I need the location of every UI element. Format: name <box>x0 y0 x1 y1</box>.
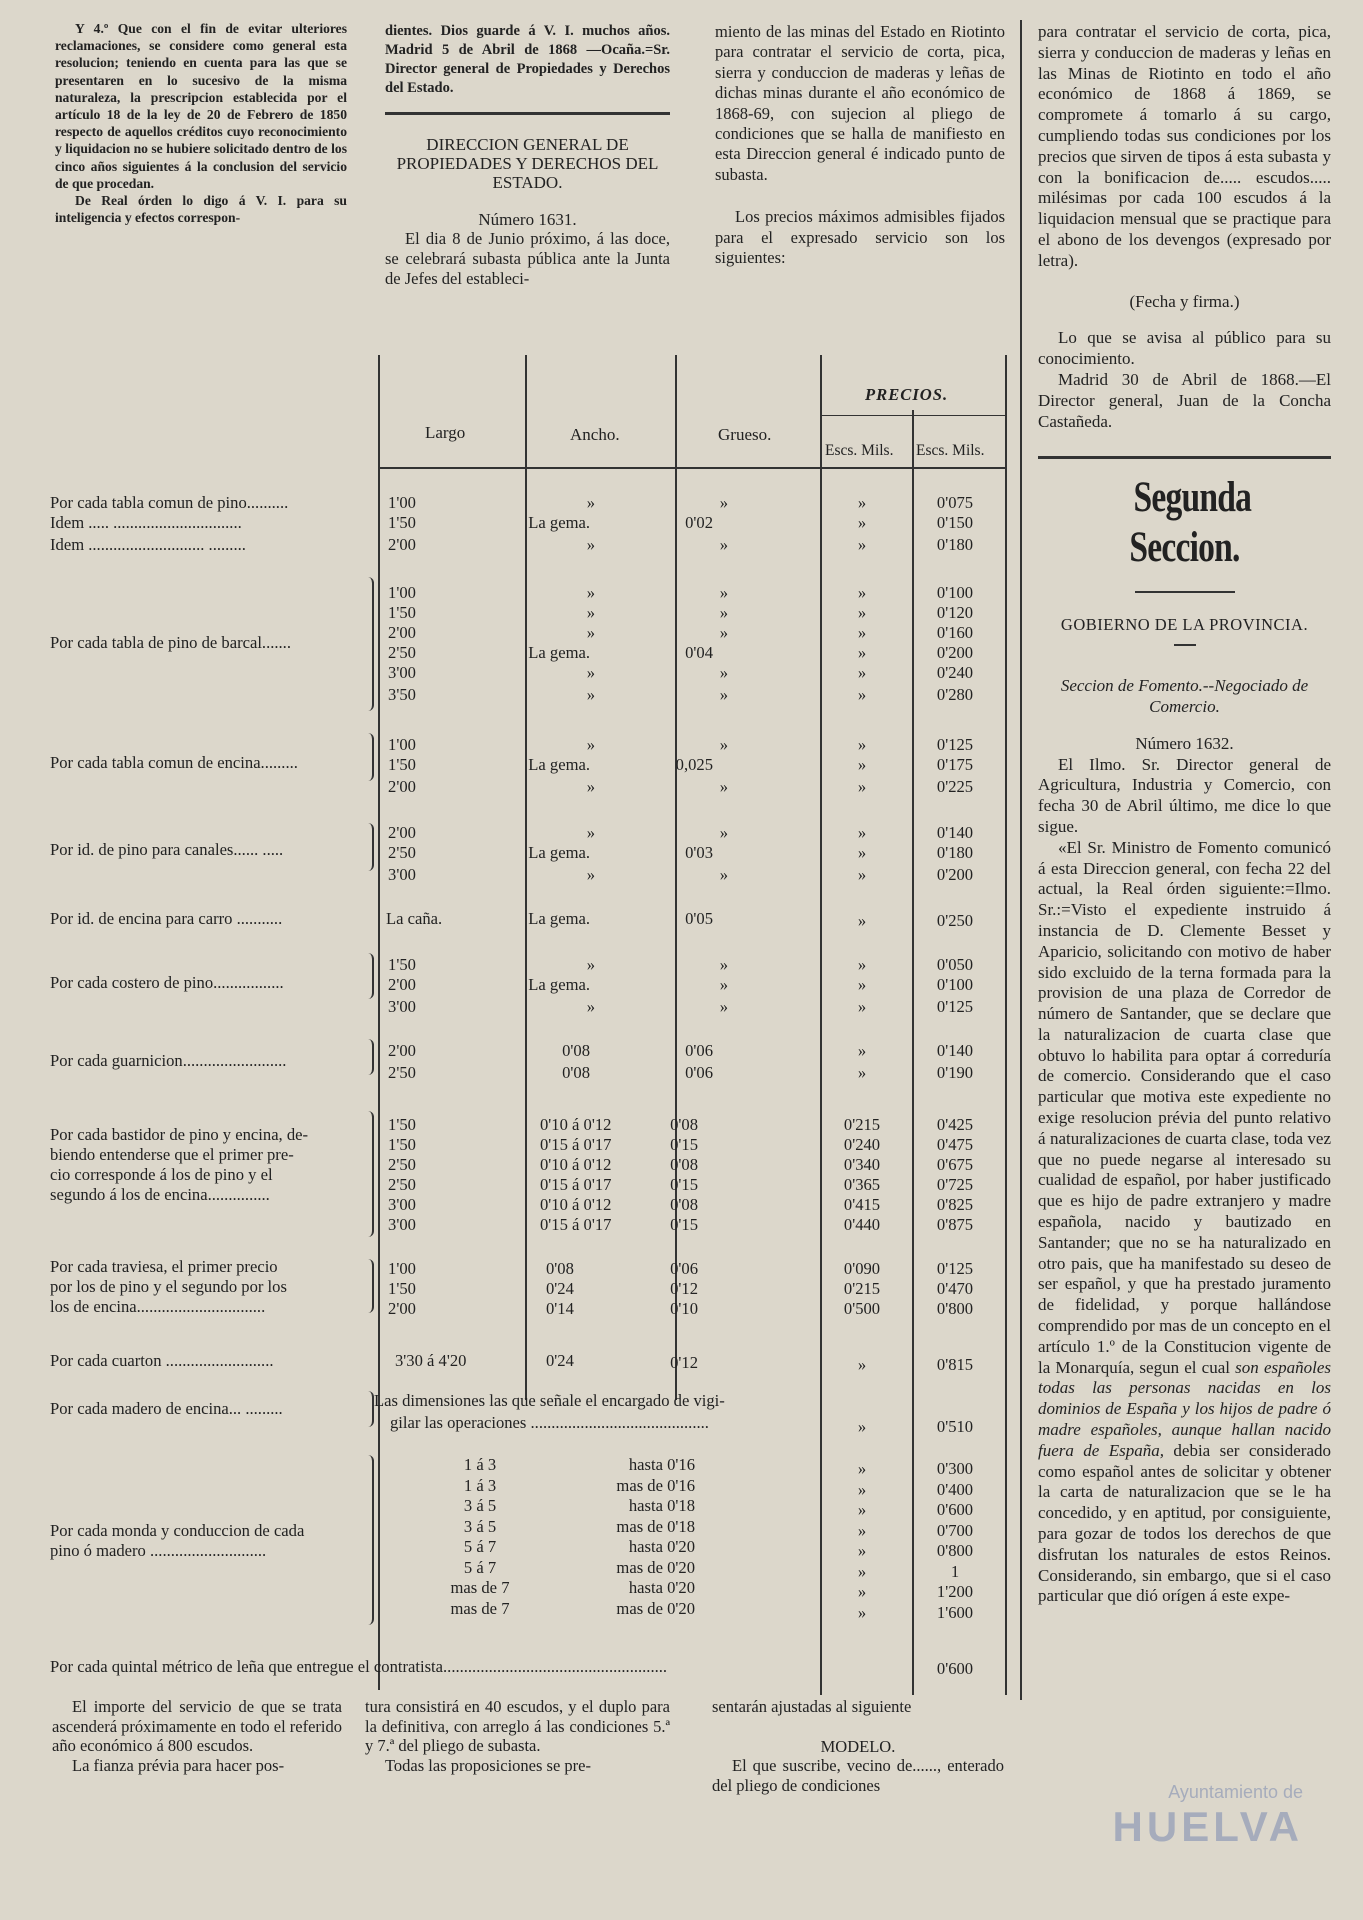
cell-precio-1: » <box>857 623 867 642</box>
cell-monda-b: hasta 0'16 <box>628 1455 695 1474</box>
cell-grueso: » <box>719 685 728 704</box>
cell-largo: 1'50 <box>388 955 416 974</box>
cell-precio-2: 0'240 <box>936 663 974 682</box>
cell-grueso: 0'06 <box>670 1259 698 1278</box>
col4-paragraph-1: para contratar el servicio de corta, pica, sierra y conduccion de maderas y leñas en las Minas de Riotinto en todo el año económico de 1868 á 1869, se compromete á tomarlo á su cargo, cumpliendo todas sus condiciones por los precios que sirven de tipos á esta subasta y con la bonificacion de..... escudos..... milésimas por cada 100 escudos á la liquidacion mensual que se practique para el abono de los devengos (expresado por letra). <box>1038 22 1331 270</box>
cell-precio-2: 0'675 <box>936 1155 974 1174</box>
row-label: Por cada costero de pino................. <box>50 973 284 992</box>
cell-grueso: » <box>719 865 728 884</box>
cell-precio-2: 0'100 <box>936 583 974 602</box>
col4-paragraph-4: El Ilmo. Sr. Director general de Agricultura, Industria y Comercio, con fecha 30 de Abril último, me dice lo que sigue. <box>1038 754 1331 836</box>
cell-ancho: » <box>586 955 595 974</box>
vline-b <box>525 355 527 1400</box>
cell-grueso: 0'08 <box>670 1155 698 1174</box>
cell-precio-2: 0'875 <box>936 1215 974 1234</box>
cell-largo: 2'00 <box>388 1299 416 1318</box>
col1-paragraph-1: Y 4.º Que con el fin de evitar ulteriores reclamaciones, se considere como general esta resolucion; teniendo en cuenta para las que se presentaren en lo sucesivo de la misma naturaleza, la prescripcion establecida por el artículo 18 de la ley de 20 de Febrero de 1850 respecto de aquellos créditos cuyo reconocimiento y liquidacion no se hubiere solicitado dentro de los cinco años siguientes á la conclusion del servicio de que procedan. <box>55 21 347 191</box>
cell-precio-2: 0'200 <box>936 865 974 884</box>
brace <box>368 1455 374 1625</box>
bottom-c2-paragraph-2: Todas las proposiciones se pre- <box>385 1755 591 1775</box>
cell-grueso: 0'06 <box>685 1041 713 1060</box>
cell-ancho: » <box>586 583 595 602</box>
direccion-heading: DIRECCION GENERAL DE PROPIEDADES Y DERECHOS DEL ESTADO. <box>396 135 659 192</box>
cell-precio-1: » <box>857 685 867 704</box>
cell-precio-2: 0'175 <box>936 755 974 774</box>
cell-ancho: La gema. <box>528 513 590 532</box>
cell-precio-2: 0'470 <box>936 1279 974 1298</box>
cell-monda-a: 3 á 5 <box>463 1496 497 1515</box>
cell-precio-2: 0'050 <box>936 955 974 974</box>
p5-end: debia ser considerado como español antes de solicitar y obtener la carta de naturalizacion que se le ha concedido, y en aptitud, por consiguiente, para gozar de todos los derechos de que disfrutan los naturales de estos Reinos. Considerando, sin embargo, que si el caso particular que dió orígen á este expe- <box>1038 1440 1331 1606</box>
cell-grueso: 0'02 <box>685 513 713 532</box>
cell-ancho: 0'24 <box>546 1279 574 1298</box>
cell-precio-2: 0'180 <box>936 843 974 862</box>
cell-precio-1: 0'440 <box>843 1215 881 1234</box>
gobierno-heading: GOBIERNO DE LA PROVINCIA. <box>1060 615 1309 635</box>
cell-largo: 3'50 <box>388 685 416 704</box>
cell-precio-1: » <box>857 1041 867 1060</box>
col4-paragraph-2: Lo que se avisa al público para su conocimiento. <box>1038 328 1331 369</box>
bottom-c1-paragraph-1: El importe del servicio de que se trata ascenderá próximamente en todo el referido año económico á 800 escudos. <box>52 1697 342 1755</box>
cell-precio-2: 0'180 <box>936 535 974 554</box>
cell-precio-2: 0'250 <box>936 911 974 930</box>
p5-start: «El Sr. Ministro de Fomento comunicó á esta Direccion general, con fecha 22 del actual, la Real órden siguiente:=Ilmo. Sr.:=Visto el expediente instruido á instancia de D. Clemente Besset y Aparicio, solicitando con motivo de haber sido excluido de la terna formada para la provision de una plaza de Corredor de número de Santander, que se declare que la naturalizacion de cuarta clase que obtuvo lo habilita para optar á correduría de comercio. Considerando que el caso particular que motiva este expediente no exige resolucion prévia del punto relativo á naturalizaciones de cuarta clase, toda vez que no puede negarse al interesado su cualidad de español, por haber justificado que es hijo de padre extranjero y madre española, nacido y bautizado en Santander; que no se ha naturalizado en otro pais, que ha manifestado su deseo de ser español, y que ha prestado juramento de fidelidad, y porque hallándose comprendido por mas de un concepto en el artículo 1.º de la Constitucion vigente de la Monarquía, segun el cual <box>1038 837 1331 1377</box>
cell-precio-2: 0'125 <box>936 997 974 1016</box>
cell-monda-b: hasta 0'18 <box>628 1496 695 1515</box>
cell-monda-b: hasta 0'20 <box>628 1578 695 1597</box>
cell-precio-1: 0'500 <box>843 1299 881 1318</box>
cell-precio-2: 0'600 <box>936 1500 974 1519</box>
watermark-line-1: Ayuntamiento de <box>1168 1782 1303 1802</box>
vline-a <box>378 355 380 1690</box>
cell-precio-1: » <box>857 1541 867 1560</box>
row-label: por los de pino y el segundo por los <box>50 1277 287 1296</box>
cell-grueso: 0'06 <box>685 1063 713 1082</box>
column-1 <box>55 20 347 226</box>
cell-precio-1: » <box>857 1479 867 1499</box>
header-escs-1: Escs. Mils. <box>825 442 894 459</box>
cell-grueso: » <box>719 975 728 994</box>
cell-largo: 2'00 <box>388 623 416 642</box>
bottom-column-2 <box>365 1697 670 1775</box>
cell-ancho: La gema. <box>528 643 590 662</box>
cell-largo: 1'00 <box>388 735 416 754</box>
numero-1631: Número 1631. <box>478 210 577 229</box>
cell-largo: 2'00 <box>388 535 416 554</box>
cell-ancho: 0'08 <box>562 1063 590 1082</box>
cell-ancho: 0'08 <box>546 1259 574 1278</box>
cell-grueso: » <box>719 623 728 642</box>
row-label: los de encina............................... <box>50 1297 266 1316</box>
row-label: Por cada bastidor de pino y encina, de- <box>50 1125 309 1144</box>
cell-largo: 2'00 <box>388 975 416 994</box>
header-escs-2: Escs. Mils. <box>916 442 985 459</box>
cell-precio-1: » <box>857 1459 867 1478</box>
cell-ancho: 0'15 á 0'17 <box>540 1215 612 1234</box>
col2-paragraph-2: El dia 8 de Junio próximo, á las doce, se celebrará subasta pública ante la Junta de Jefes del estableci- <box>385 229 670 288</box>
archive-watermark <box>1043 1782 1303 1902</box>
cell-largo: 2'00 <box>388 823 416 842</box>
cell-ancho: La gema. <box>528 975 590 994</box>
col2-paragraph-1: dientes. Dios guarde á V. I. muchos años. Madrid 5 de Abril de 1868 —Ocaña.=Sr. Director general de Propiedades y Derechos del Estado. <box>385 23 670 96</box>
cell-grueso: 0,025 <box>675 755 713 774</box>
numero-1632: Número 1632. <box>1135 733 1234 753</box>
cell-precio-2: 0'225 <box>936 777 974 796</box>
cell-precio-1: » <box>857 975 867 994</box>
cell-ancho: 0'10 á 0'12 <box>540 1195 612 1214</box>
cell-precio-1: 0'240 <box>843 1135 881 1154</box>
cell-grueso: » <box>719 997 728 1016</box>
cell-ancho: » <box>586 623 595 642</box>
cell-precio-1: 0'215 <box>843 1115 881 1134</box>
row-label: Por id. de encina para carro ........... <box>50 909 283 928</box>
p5-italic: son españoles todas las personas nacidas en los dominios de España y los hijos de padre ó madre españoles, aunque hallan nacido fuera de España, <box>1038 1357 1331 1460</box>
vline-c <box>675 355 677 1400</box>
cell-monda-b: mas de 0'18 <box>616 1516 695 1536</box>
cell-precio-2: 0'120 <box>936 603 974 622</box>
cell-precio-1: » <box>857 1500 867 1519</box>
fomento-heading: Seccion de Fomento.--Negociado de Comercio. <box>1060 676 1309 716</box>
row-label: Por cada tabla de pino de barcal....... <box>50 633 291 652</box>
cell-monda-b: mas de 0'20 <box>616 1557 695 1577</box>
cell-grueso: 0'08 <box>670 1115 698 1134</box>
bottom-c2-paragraph-1: tura consistirá en 40 escudos, y el duplo para la definitiva, con arreglo á las condiciones 5.ª y 7.ª del pliego de subasta. <box>365 1697 670 1755</box>
vline-e <box>912 410 914 1695</box>
header-largo: Largo <box>425 423 466 442</box>
cell-precio-2: 0'300 <box>936 1459 974 1478</box>
cell-precio-2: 0'150 <box>936 513 974 532</box>
cell-ancho: » <box>586 777 595 796</box>
cell-largo: 3'00 <box>388 1195 416 1214</box>
row-label: Idem ..... ............................... <box>50 513 242 532</box>
cell-grueso: » <box>719 663 728 682</box>
cell-grueso: » <box>719 603 728 622</box>
cell-precio-1: » <box>857 1520 867 1540</box>
header-ancho: Ancho. <box>570 425 620 444</box>
cell-grueso: 0'10 <box>670 1299 698 1318</box>
cell-monda-a: 5 á 7 <box>463 1537 497 1556</box>
cell-largo: 3'00 <box>388 997 416 1016</box>
cell-precio-1: 0'215 <box>843 1279 881 1298</box>
cell-precio-2: 0'125 <box>936 1259 974 1278</box>
brace <box>368 1111 374 1237</box>
vline-f <box>1005 355 1007 1695</box>
cell-ancho: » <box>586 997 595 1016</box>
cell-grueso: » <box>719 955 728 974</box>
cell-precio-1: » <box>857 777 867 796</box>
cell-precio-1: » <box>857 1561 867 1581</box>
price-table <box>50 345 1005 1695</box>
cell-ancho: 0'15 á 0'17 <box>540 1135 612 1154</box>
header-precios: PRECIOS. <box>865 385 949 404</box>
col3-paragraph-1: miento de las minas del Estado en Riotinto para contratar el servicio de corta, pica, sierra y conduccion de maderas y leñas de dichas minas durante el año económico de 1868-69, con sujecion al pliego de condiciones que se halla de manifiesto en esta Direccion general é indicado punto de subasta. <box>715 22 1005 184</box>
cell-precio-2: 0'200 <box>936 643 974 662</box>
brace <box>368 1259 374 1313</box>
cell-largo: 1'50 <box>388 1115 416 1134</box>
cell-largo: 1'50 <box>388 1135 416 1154</box>
cell-grueso: 0'03 <box>685 843 713 862</box>
cell-ancho: » <box>586 823 595 842</box>
cell-ancho: » <box>586 603 595 622</box>
cell-precio-1: » <box>857 823 867 842</box>
cell-largo: 1'00 <box>388 493 416 512</box>
cell-precio-1: » <box>857 735 867 754</box>
cell-precio-2: 1'200 <box>936 1582 974 1601</box>
cell-ancho: 0'24 <box>546 1351 574 1370</box>
madero-dimensions-text: gilar las operaciones ........................................... <box>390 1413 709 1432</box>
cell-ancho: 0'14 <box>546 1299 574 1318</box>
row-label: Por cada cuarton .......................... <box>50 1351 274 1370</box>
cell-precio-2: 1'600 <box>936 1602 974 1622</box>
cell-ancho: La gema. <box>528 843 590 862</box>
cell-precio-2: 0'280 <box>936 685 974 704</box>
cell-precio-2: 0'825 <box>936 1195 974 1214</box>
cell-monda-b: hasta 0'20 <box>628 1537 695 1556</box>
cell-monda-a: mas de 7 <box>450 1598 510 1618</box>
cell-precio-1: 0'365 <box>843 1175 881 1194</box>
cell-grueso: » <box>719 777 728 796</box>
cell-grueso: 0'05 <box>685 909 713 928</box>
cell-monda-a: 3 á 5 <box>463 1516 497 1536</box>
cell-largo: La caña. <box>386 909 443 928</box>
cell-largo: 1'50 <box>388 513 416 532</box>
cell-ancho: » <box>586 735 595 754</box>
cell-precio-1: » <box>857 843 867 862</box>
cell-largo: 3'00 <box>388 663 416 682</box>
cell-precio-2: 0'700 <box>936 1520 974 1540</box>
brace <box>368 823 374 871</box>
row-label: Por cada traviesa, el primer precio <box>50 1257 278 1276</box>
cell-monda-a: mas de 7 <box>450 1578 510 1597</box>
cell-grueso: » <box>719 493 728 512</box>
cell-largo: 2'50 <box>388 643 416 662</box>
bottom-c3-paragraph-2: El que suscribe, vecino de......, enterado del pliego de condiciones <box>712 1756 1004 1795</box>
cell-precio-1: » <box>857 513 867 532</box>
cell-grueso: 0'08 <box>670 1195 698 1214</box>
cell-monda-a: 1 á 3 <box>463 1455 497 1474</box>
cell-precio-2: 0'190 <box>936 1063 974 1082</box>
cell-ancho: » <box>586 663 595 682</box>
cell-ancho: La gema. <box>528 909 590 928</box>
cell-precio-2: 0'125 <box>936 735 974 754</box>
column-2 <box>385 22 670 289</box>
cell-largo: 1'50 <box>388 755 416 774</box>
cell-precio-1: » <box>857 997 867 1016</box>
cell-largo: 2'50 <box>388 1063 416 1082</box>
brace <box>368 1039 374 1075</box>
cell-grueso: » <box>719 583 728 602</box>
bottom-c3-paragraph-1: sentarán ajustadas al siguiente <box>712 1697 912 1716</box>
cell-precio-1: » <box>857 1602 867 1622</box>
divider <box>1038 456 1331 459</box>
cell-precio-2: 0'800 <box>936 1299 974 1318</box>
bottom-c1-paragraph-2: La fianza prévia para hacer pos- <box>72 1755 285 1775</box>
cell-precio-1: » <box>857 955 867 974</box>
cell-precio-1: 0'340 <box>843 1155 881 1174</box>
cell-ancho: 0'15 á 0'17 <box>540 1175 612 1194</box>
cell-ancho: 0'10 á 0'12 <box>540 1115 612 1134</box>
cell-precio-1: » <box>857 865 867 884</box>
segunda-seccion-title: Segunda Seccion. <box>1129 474 1252 572</box>
row-label: Por cada quintal métrico de leña que entregue el contratista...................................................... <box>50 1657 668 1676</box>
cell-largo: 3'00 <box>388 1215 416 1234</box>
brace <box>368 733 374 781</box>
cell-precio-2: 0'140 <box>936 823 974 842</box>
cell-precio-2: 0'160 <box>936 623 974 642</box>
cell-monda-a: 1 á 3 <box>463 1475 497 1495</box>
cell-largo: 2'00 <box>388 777 416 796</box>
cell-ancho: 0'10 á 0'12 <box>540 1155 612 1174</box>
cell-precio-1: » <box>857 1355 867 1374</box>
cell-largo: 1'50 <box>388 603 416 622</box>
cell-precio-1: » <box>857 663 867 682</box>
cell-precio-1: » <box>857 493 867 512</box>
cell-grueso: » <box>719 823 728 842</box>
cell-largo: 2'00 <box>388 1041 416 1060</box>
cell-precio-1: » <box>857 643 867 662</box>
column-4 <box>1038 22 1331 1607</box>
cell-grueso: 0'12 <box>670 1279 698 1298</box>
cell-grueso: 0'15 <box>670 1215 698 1234</box>
divider <box>385 112 670 115</box>
vline-d <box>820 355 822 1695</box>
cell-largo: 2'50 <box>388 1155 416 1174</box>
cell-ancho: La gema. <box>528 755 590 774</box>
hline-header <box>378 467 1005 469</box>
column-3 <box>715 22 1005 268</box>
cell-largo: 1'00 <box>388 1259 416 1278</box>
cell-precio-1: » <box>857 1417 867 1436</box>
modelo-heading: MODELO. <box>820 1736 896 1756</box>
row-label: cio corresponde á los de pino y el <box>50 1165 273 1184</box>
cell-precio-2: 0'800 <box>936 1541 974 1560</box>
cell-precio-2: 0'075 <box>936 493 974 512</box>
cell-precio-1: » <box>857 755 867 774</box>
cell-ancho: » <box>586 865 595 884</box>
cell-precio-2: 0'475 <box>936 1135 974 1154</box>
cell-largo: 3'00 <box>388 865 416 884</box>
cell-monda-b: mas de 0'16 <box>616 1475 695 1495</box>
ornament-rule <box>1135 591 1235 593</box>
col4-paragraph-5 <box>1038 838 1331 1607</box>
cell-grueso: 0'15 <box>670 1135 698 1154</box>
madero-dimensions-text: Las dimensiones las que señale el encargado de vigi- <box>374 1391 725 1410</box>
cell-largo: 2'50 <box>388 1175 416 1194</box>
row-label: Por cada tabla comun de encina......... <box>50 753 298 772</box>
cell-precio-1: 0'415 <box>843 1195 881 1214</box>
cell-grueso: 0'15 <box>670 1175 698 1194</box>
col4-paragraph-3: Madrid 30 de Abril de 1868.—El Director general, Juan de la Concha Castañeda. <box>1038 369 1331 431</box>
row-label: Por id. de pino para canales...... ..... <box>50 840 284 859</box>
cell-precio-1: » <box>857 535 867 554</box>
cell-precio-1: » <box>857 911 867 930</box>
cell-ancho: 0'08 <box>562 1041 590 1060</box>
cell-grueso: » <box>719 735 728 754</box>
row-label: Por cada madero de encina... ......... <box>50 1399 283 1418</box>
cell-monda-b: mas de 0'20 <box>616 1598 695 1618</box>
brace <box>368 577 374 711</box>
cell-ancho: » <box>586 685 595 704</box>
cell-precio-1: 0'090 <box>843 1259 881 1278</box>
row-label: biendo entenderse que el primer pre- <box>50 1145 294 1164</box>
cell-precio-2: 0'510 <box>936 1417 974 1436</box>
cell-precio-2: 0'140 <box>936 1041 974 1060</box>
row-label: segundo á los de encina............... <box>50 1185 270 1204</box>
cell-ancho: » <box>586 535 595 554</box>
cell-precio-2: 0'100 <box>936 975 974 994</box>
bottom-column-3 <box>712 1697 1004 1795</box>
cell-precio-1: » <box>857 603 867 622</box>
cell-grueso: » <box>719 535 728 554</box>
cell-largo: 1'50 <box>388 1279 416 1298</box>
watermark-line-2: HUELVA <box>1112 1803 1303 1850</box>
cell-precio-2: 0'425 <box>936 1115 974 1134</box>
row-label: Por cada tabla comun de pino.......... <box>50 493 289 512</box>
row-label: Por cada monda y conduccion de cada <box>50 1521 305 1540</box>
bottom-column-1 <box>52 1697 342 1775</box>
cell-precio-1: » <box>857 1582 867 1601</box>
fecha-firma: (Fecha y firma.) <box>1129 291 1240 311</box>
short-rule <box>1174 644 1196 646</box>
cell-precio-1: » <box>857 583 867 602</box>
cell-ancho: » <box>586 493 595 512</box>
cell-precio-1: » <box>857 1063 867 1082</box>
hline-precios <box>820 415 1005 416</box>
row-label: Por cada guarnicion......................... <box>50 1051 287 1070</box>
brace <box>368 953 374 999</box>
cell-largo: 2'50 <box>388 843 416 862</box>
cell-monda-a: 5 á 7 <box>463 1557 497 1577</box>
col3-paragraph-2: Los precios máximos admisibles fijados para el expresado servicio son los siguientes: <box>715 207 1005 268</box>
cell-precio-2: 0'600 <box>936 1659 974 1678</box>
col1-paragraph-2: De Real órden lo digo á V. I. para su inteligencia y efectos correspon- <box>55 193 347 226</box>
row-label: Idem ............................ ......... <box>50 535 246 554</box>
cell-precio-2: 0'725 <box>936 1175 974 1194</box>
column-separator <box>1020 20 1022 1700</box>
cell-grueso: 0'04 <box>685 643 713 662</box>
cell-grueso: 0'12 <box>670 1353 698 1372</box>
cell-precio-2: 1 <box>950 1561 960 1581</box>
cell-precio-2: 0'815 <box>936 1355 974 1374</box>
header-grueso: Grueso. <box>718 425 772 444</box>
row-label: pino ó madero ............................ <box>50 1541 267 1560</box>
cell-largo: 1'00 <box>388 583 416 602</box>
cell-precio-2: 0'400 <box>936 1479 974 1499</box>
cell-largo: 3'30 á 4'20 <box>395 1351 467 1370</box>
